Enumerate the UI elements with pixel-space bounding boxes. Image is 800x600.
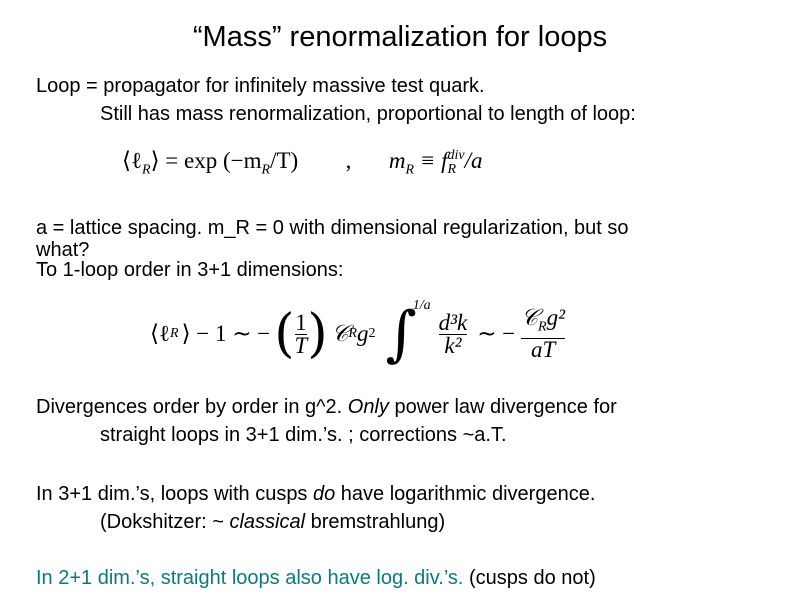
eq1-rhs-tail: /a <box>464 148 483 173</box>
p3-line1-em: Only <box>347 396 389 418</box>
eq2-cr-sub: R <box>348 326 357 341</box>
p2-line2: what? <box>36 239 90 261</box>
p5-line <box>36 566 596 590</box>
eq2-sim: ∼ − <box>477 321 516 346</box>
p4-line1 <box>36 482 595 506</box>
eq2-frac3-num: 𝒞 <box>521 304 539 330</box>
eq2-frac1-den: T <box>294 332 308 358</box>
eq1-lhs-sub: R <box>142 162 151 178</box>
eq2-frac3-num-g: g² <box>546 304 565 330</box>
eq1-mid-close: /T) <box>270 148 299 173</box>
eq1-lhs: ⟨ℓ <box>122 148 142 173</box>
equation-one-loop: ⟨ℓ R ⟩ − 1 ∼ − ( $\frac{1}{T}$ ) 𝒞 R g 2 ∫ 1/a $\frac{\text{d³k}}{\text{k²}}$ ∼ − $\frac{𝒞_Rg^2}{aT}$ <box>150 298 565 369</box>
eq2-frac3-num-sub: R <box>538 319 547 335</box>
p4-line1-em: do <box>313 483 336 505</box>
eq2-int-upper: 1/a <box>412 298 431 313</box>
p3-line1-a: Divergences order by order in g^2. <box>36 396 348 418</box>
eq2-lhs: ⟨ℓ <box>150 321 170 346</box>
slide-title: “Mass” renormalization for loops <box>192 21 608 53</box>
eq2-lhs-sub: R <box>170 326 179 341</box>
p1-line2: Still has mass renormalization, proportional to length of loop: <box>100 103 636 125</box>
p1-line1: Loop = propagator for infinitely massive test quark. <box>36 75 485 97</box>
eq2-frac1-num: 1 <box>295 309 307 335</box>
p4-line2-em: classical <box>229 511 306 533</box>
eq1-f-sup: div <box>447 147 465 163</box>
p4-line2 <box>100 510 445 534</box>
eq2-lhs-rest: ⟩ − 1 ∼ − <box>181 321 271 346</box>
eq1-f-sub: R <box>447 161 457 177</box>
eq2-g2-sup: 2 <box>368 326 376 341</box>
p5-teal-part: In 2+1 dim.’s, straight loops also have log. div.’s. <box>36 567 464 589</box>
p5-black-part: (cusps do not) <box>463 567 596 589</box>
p4-line2-b: bremstrahlung) <box>305 511 446 533</box>
p3-line2: straight loops in 3+1 dim.’s. ; corrections ~a.T. <box>100 424 507 446</box>
eq1-rhs: m <box>388 148 406 173</box>
eq2-integral: ∫ <box>385 299 417 369</box>
p2-line3: To 1-loop order in 3+1 dimensions: <box>36 259 344 281</box>
p4-line1-b: have logarithmic divergence. <box>335 483 596 505</box>
eq2-g2: g <box>356 321 369 346</box>
eq1-mid-sub: R <box>261 162 271 178</box>
eq2-frac2-num: d³k <box>438 309 468 335</box>
p2-line1: a = lattice spacing. m_R = 0 with dimensional regularization, but so <box>36 217 629 239</box>
eq2-frac3-den: aT <box>530 337 556 363</box>
eq2-cr: 𝒞 <box>331 321 349 346</box>
eq1-equiv: ≡ f <box>419 148 448 173</box>
p4-line1-a: In 3+1 dim.’s, loops with cusps <box>36 483 313 505</box>
eq1-lhs-close: ⟩ = exp (−m <box>150 148 262 173</box>
p4-line2-a: (Dokshitzer: ~ <box>100 511 230 533</box>
eq1-comma: , <box>345 148 352 173</box>
equation-loop-mass <box>122 148 483 179</box>
eq1-rhs-sub: R <box>405 162 415 178</box>
eq2-frac2-den: k² <box>444 332 462 358</box>
p3-line1-b: power law divergence for <box>388 396 617 418</box>
p3-line1 <box>36 395 617 419</box>
